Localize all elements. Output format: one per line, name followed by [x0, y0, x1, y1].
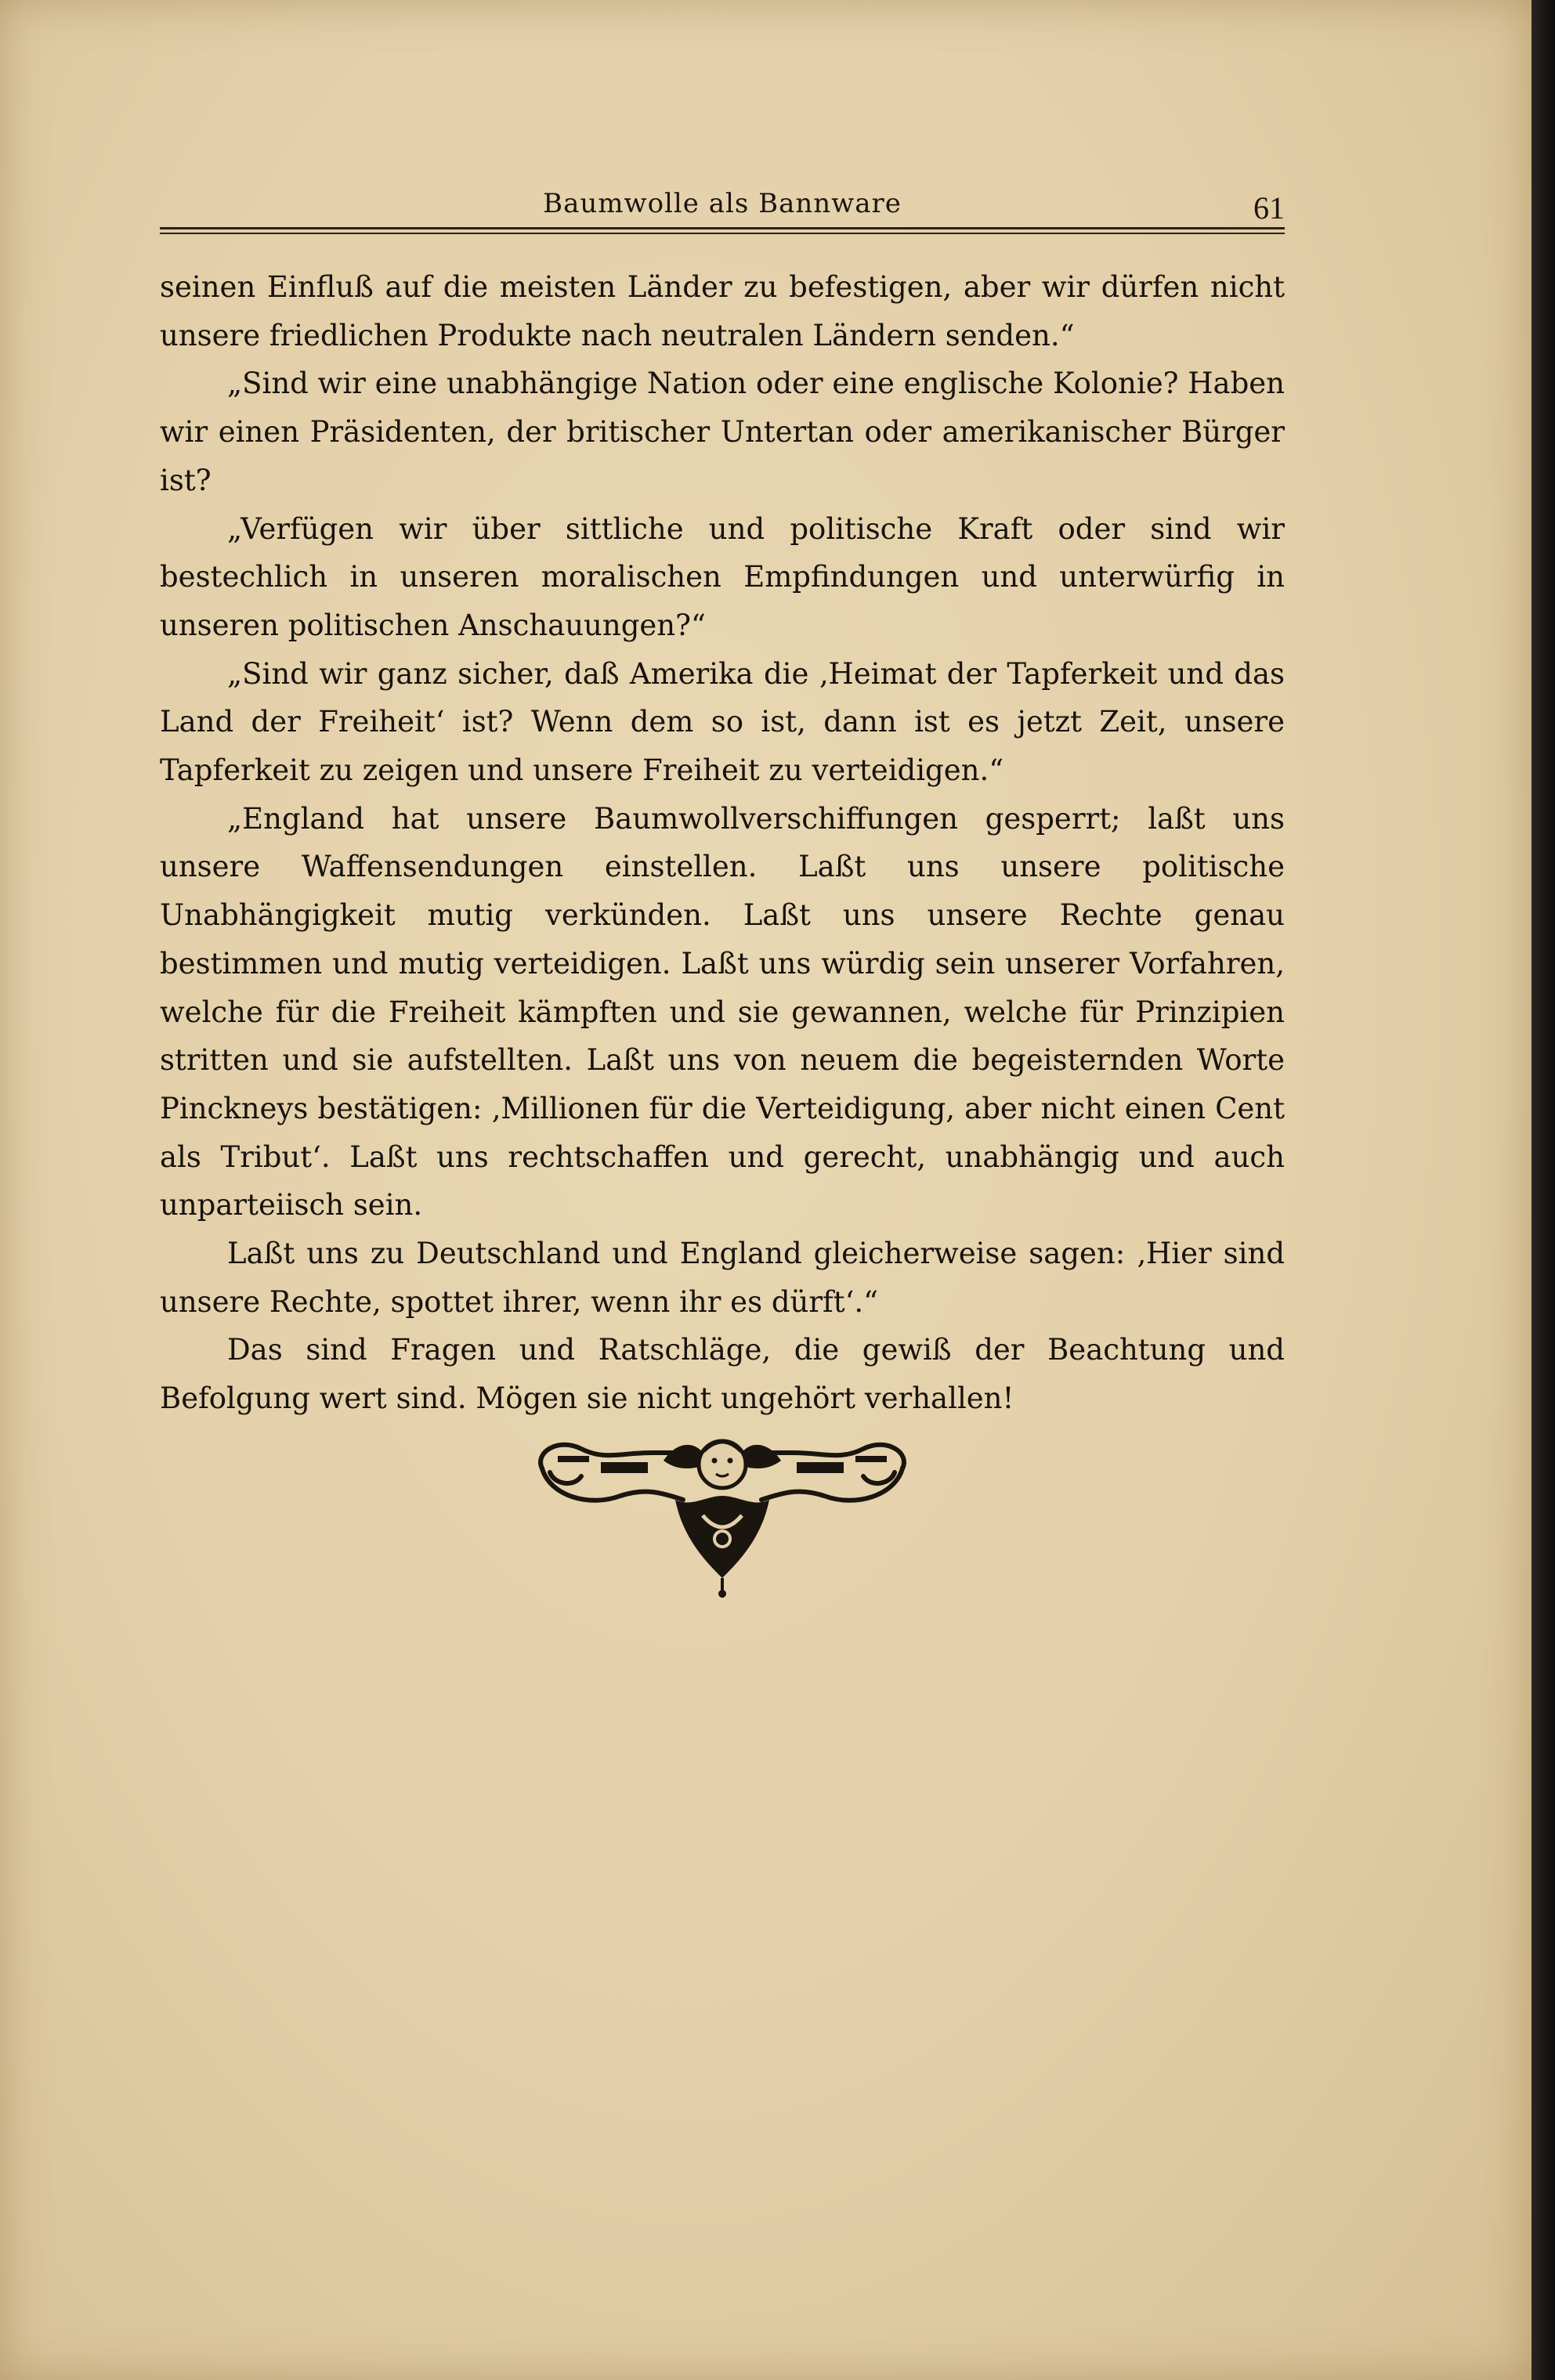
paragraph: „England hat unsere Baumwollverschiffungen gesperrt; laßt uns unsere Waffensendungen einstellen. Laßt uns unsere politische Unabhängigkeit mutig verkünden. Laßt uns unsere Rechte genau bestimmen und mutig verteidigen. Laßt uns würdig sein unserer Vorfahren, welche für die Freiheit kämpften und sie gewannen, welche für Prinzipien stritten und sie aufstellten. Laßt uns von neuem die begeisternden Worte Pinckneys bestätigen: ‚Millionen für die Verteidigung, aber nicht einen Cent als Tribut‘. Laßt uns rechtschaffen und gerecht, unabhängig und auch unparteiisch sein.: [160, 801, 1285, 1223]
page-number: 61: [1253, 190, 1285, 226]
paragraph: Laßt uns zu Deutschland und England gleicherweise sagen: ‚Hier sind unsere Rechte, spottet ihrer, wenn ihr es dürft‘.“: [160, 1237, 1285, 1319]
header-rule-double: [160, 233, 1285, 234]
header-rule: [160, 227, 1285, 229]
paragraph: „Verfügen wir über sittliche und politische Kraft oder sind wir bestechlich in unseren moralischen Empfindungen und unterwürfig in unseren politischen Anschauungen?“: [160, 511, 1285, 642]
body-text: [160, 263, 1285, 1423]
paragraph: „Sind wir ganz sicher, daß Amerika die ‚Heimat der Tapferkeit und das Land der Freiheit‘ ist? Wenn dem so ist, dann ist es jetzt Zeit, unsere Tapferkeit zu zeigen und unsere Freiheit zu verteidigen.“: [160, 656, 1285, 788]
cherub-ornament-icon: [526, 1421, 918, 1602]
running-title: Baumwolle als Bannware: [543, 188, 902, 219]
paragraph: „Sind wir eine unabhängige Nation oder eine englische Kolonie? Haben wir einen Präsidenten, der britischer Untertan oder amerikanischer Bürger ist?: [160, 367, 1285, 497]
paragraph: seinen Einfluß auf die meisten Länder zu befestigen, aber wir dürfen nicht unsere friedlichen Produkte nach neutralen Ländern senden.“: [160, 270, 1285, 352]
paragraph: Das sind Fragen und Ratschläge, die gewiß der Beachtung und Befolgung wert sind. Mögen sie nicht ungehört verhallen!: [160, 1333, 1285, 1416]
page-edge-shadow: [1531, 0, 1555, 2380]
